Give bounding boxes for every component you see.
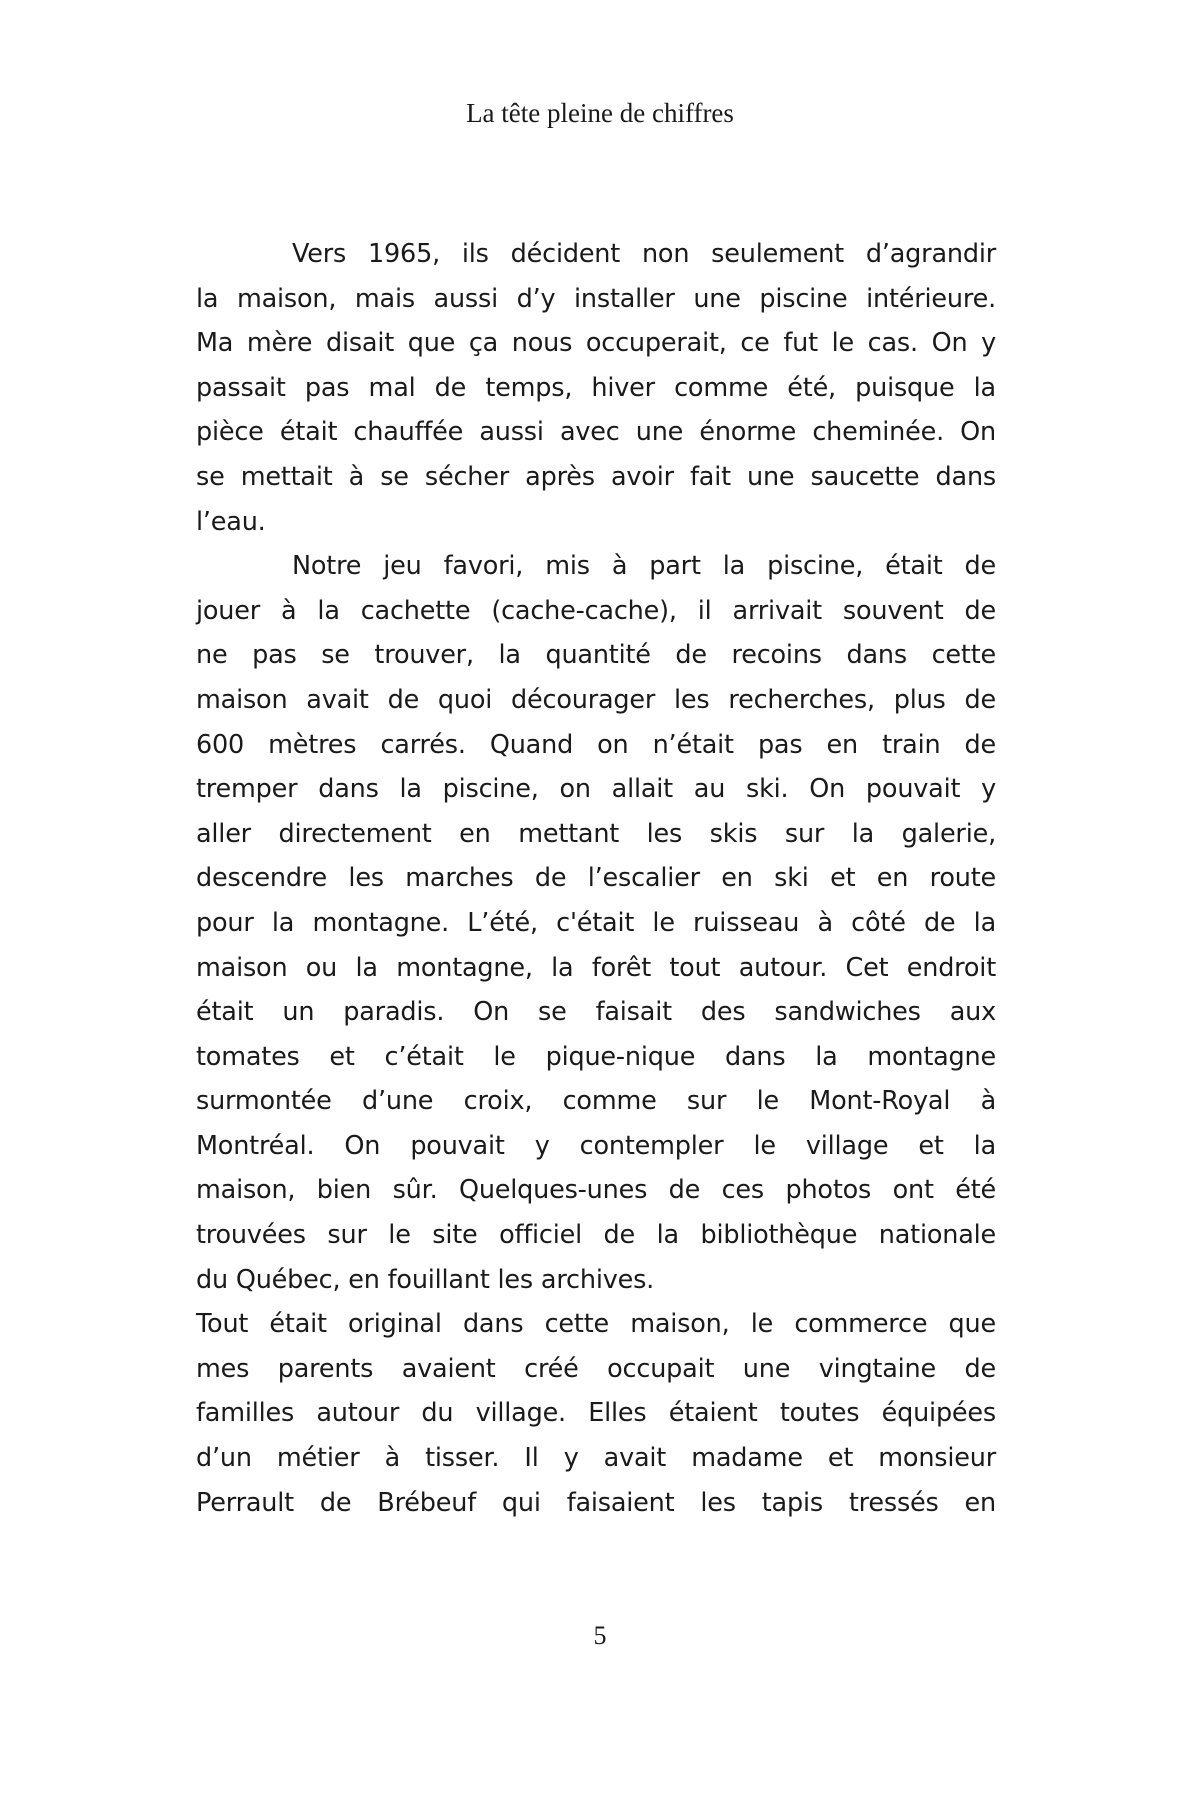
body-text [196, 232, 996, 1525]
text-line: pour la montagne. L’été, c'était le ruisseau à côté de la [196, 907, 996, 938]
text-line: aller directement en mettant les skis sur la galerie, [196, 818, 996, 849]
text-line: maison, bien sûr. Quelques-unes de ces photos ont été [196, 1175, 996, 1206]
paragraph-3 [196, 1302, 996, 1525]
paragraph-2 [196, 544, 996, 1302]
text-line: tremper dans la piscine, on allait au ski. On pouvait y [196, 774, 996, 805]
text-line: passait pas mal de temps, hiver comme été, puisque la [196, 372, 996, 403]
text-line: maison ou la montagne, la forêt tout autour. Cet endroit [196, 952, 996, 983]
text-line: Montréal. On pouvait y contempler le village et la [196, 1130, 996, 1161]
text-line: d’un métier à tisser. Il y avait madame et monsieur [196, 1443, 996, 1474]
text-line: maison avait de quoi décourager les recherches, plus de [196, 684, 996, 715]
text-line: était un paradis. On se faisait des sandwiches aux [196, 997, 996, 1028]
text-line: surmontée d’une croix, comme sur le Mont-Royal à [196, 1086, 996, 1117]
text-line: descendre les marches de l’escalier en ski et en route [196, 863, 996, 894]
text-line: Ma mère disait que ça nous occuperait, ce fut le cas. On y [196, 328, 996, 359]
text-line: se mettait à se sécher après avoir fait une saucette dans [196, 461, 996, 492]
text-line: Perrault de Brébeuf qui faisaient les tapis tressés en [196, 1487, 996, 1518]
text-line: la maison, mais aussi d’y installer une piscine intérieure. [196, 283, 996, 314]
text-line: ne pas se trouver, la quantité de recoins dans cette [196, 640, 996, 671]
text-line: Notre jeu favori, mis à part la piscine, était de [292, 551, 996, 582]
text-line: 600 mètres carrés. Quand on n’était pas en train de [196, 729, 996, 760]
text-line: Vers 1965, ils décident non seulement d’agrandir [292, 239, 996, 269]
text-line: mes parents avaient créé occupait une vingtaine de [196, 1353, 996, 1384]
text-line: du Québec, en fouillant les archives. [196, 1264, 655, 1295]
text-line: Tout était original dans cette maison, le commerce que [196, 1309, 996, 1340]
text-line: l’eau. [196, 506, 266, 537]
text-line: trouvées sur le site officiel de la bibliothèque nationale [196, 1220, 996, 1251]
text-line: jouer à la cachette (cache-cache), il arrivait souvent de [196, 595, 996, 626]
text-line: tomates et c’était le pique-nique dans la montagne [196, 1041, 996, 1072]
text-line: pièce était chauffée aussi avec une énorme cheminée. On [196, 417, 996, 448]
page-number: 5 [593, 1621, 607, 1650]
running-header: La tête pleine de chiffres [466, 98, 734, 128]
paragraph-1 [196, 232, 996, 544]
text-line: familles autour du village. Elles étaient toutes équipées [196, 1398, 996, 1429]
